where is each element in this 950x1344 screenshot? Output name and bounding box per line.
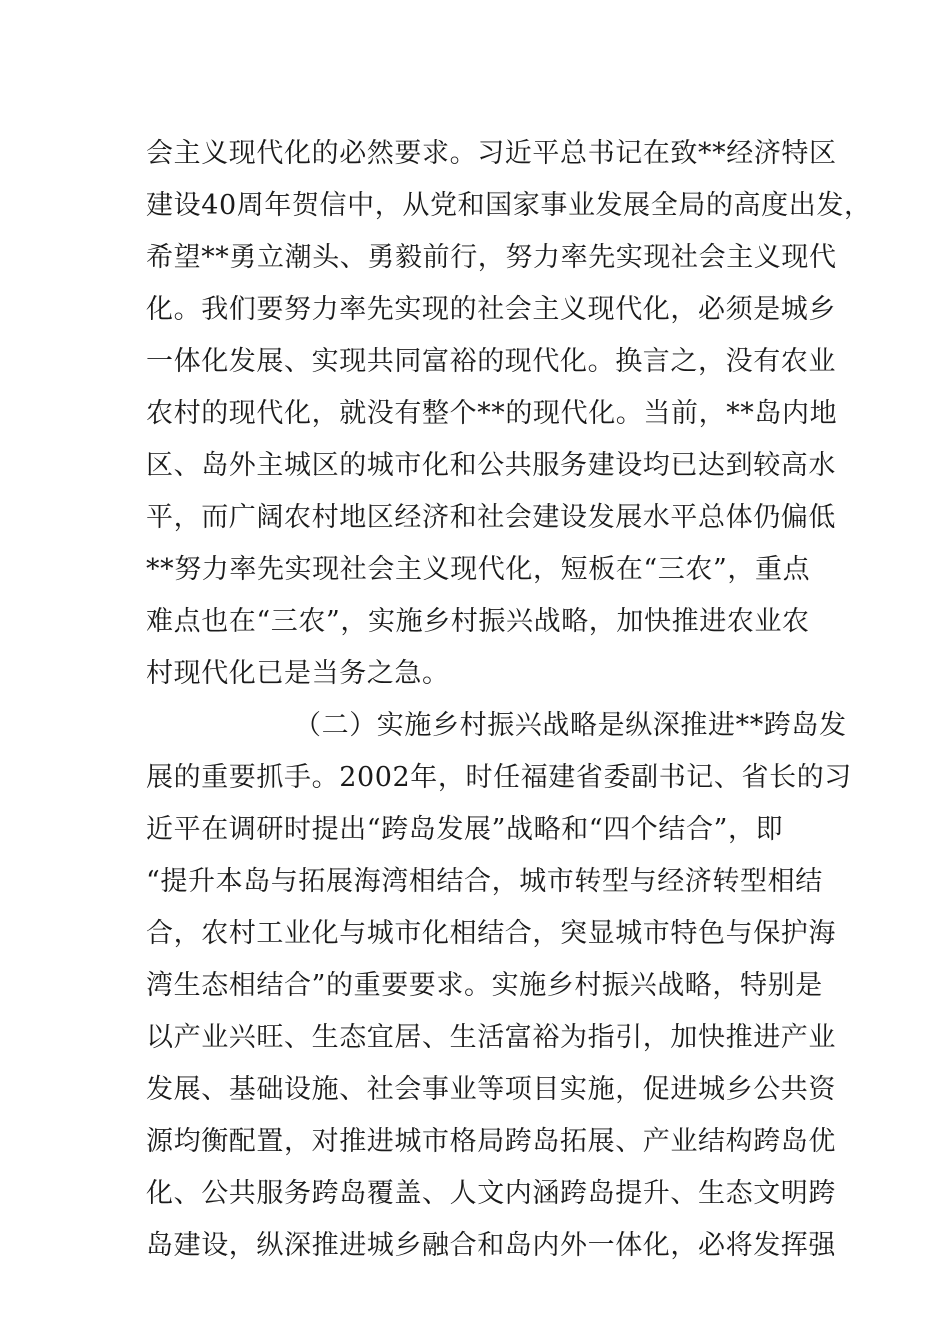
body-line: 展的重要抓手。2002年，时任福建省委副书记、省长的习	[146, 762, 852, 793]
body-line: 希望**勇立潮头、勇毅前行，努力率先实现社会主义现代	[146, 242, 837, 273]
body-line: 建设40周年贺信中，从党和国家事业发展全局的高度出发，	[146, 190, 872, 221]
body-line: **努力率先实现社会主义现代化，短板在“三农”，重点	[146, 554, 811, 585]
section-heading-line: （二）实施乡村振兴战略是纵深推进**跨岛发	[294, 710, 847, 741]
body-line: 湾生态相结合”的重要要求。实施乡村振兴战略，特别是	[146, 970, 823, 1001]
body-line: 近平在调研时提出“跨岛发展”战略和“四个结合”，即	[146, 814, 784, 845]
body-line: 农村的现代化，就没有整个**的现代化。当前，**岛内地	[146, 398, 838, 429]
body-line: 区、岛外主城区的城市化和公共服务建设均已达到较高水	[146, 450, 836, 481]
body-line: “提升本岛与拓展海湾相结合，城市转型与经济转型相结	[146, 866, 823, 897]
body-line: 村现代化已是当务之急。	[146, 658, 450, 689]
document-body	[146, 128, 872, 1272]
body-line: 会主义现代化的必然要求。习近平总书记在致**经济特区	[146, 138, 837, 169]
body-line: 发展、基础设施、社会事业等项目实施，促进城乡公共资	[146, 1074, 836, 1105]
body-line: 岛建设，纵深推进城乡融合和岛内外一体化，必将发挥强	[146, 1230, 836, 1261]
body-line: 一体化发展、实现共同富裕的现代化。换言之，没有农业	[146, 346, 836, 377]
body-line: 以产业兴旺、生态宜居、生活富裕为指引，加快推进产业	[146, 1022, 836, 1053]
body-line: 平，而广阔农村地区经济和社会建设发展水平总体仍偏低	[146, 502, 836, 533]
body-line: 化、公共服务跨岛覆盖、人文内涵跨岛提升、生态文明跨	[146, 1178, 836, 1209]
body-line: 化。我们要努力率先实现的社会主义现代化，必须是城乡	[146, 294, 836, 325]
body-line: 源均衡配置，对推进城市格局跨岛拓展、产业结构跨岛优	[146, 1126, 836, 1157]
body-line: 合，农村工业化与城市化相结合，突显城市特色与保护海	[146, 918, 836, 949]
body-line: 难点也在“三农”，实施乡村振兴战略，加快推进农业农	[146, 606, 810, 637]
